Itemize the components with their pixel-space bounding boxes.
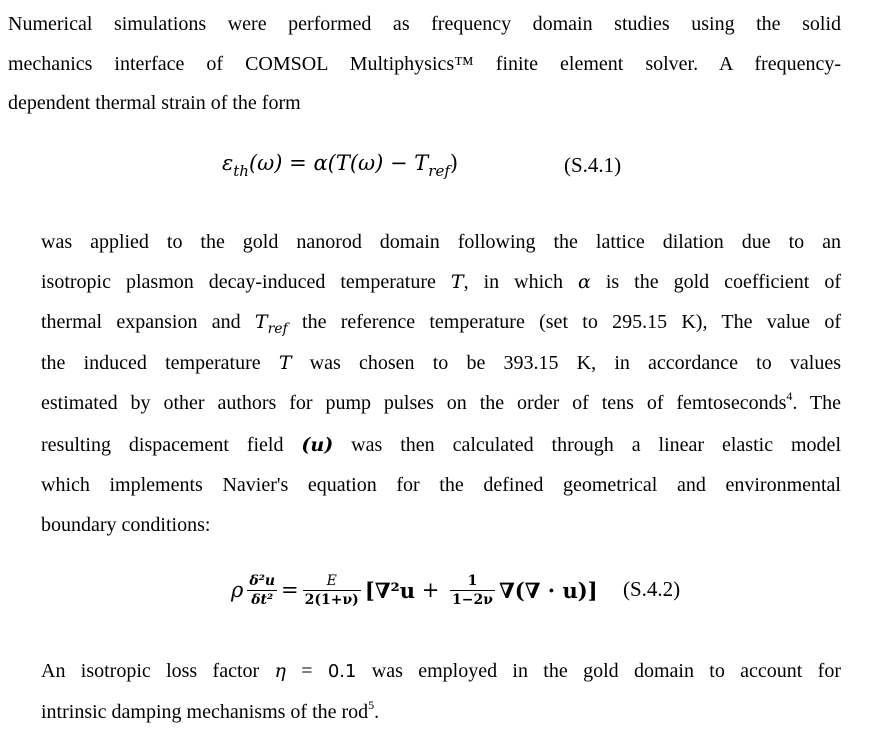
text-line <box>41 426 841 466</box>
citation-ref[interactable]: 5 <box>368 698 375 712</box>
text: estimated by other authors for pump pulses on the order of tens of femtoseconds <box>41 392 787 415</box>
text-line: was applied to the gold nanorod domain following the lattice dilation due to an <box>41 231 841 253</box>
text: was employed in the gold domain to account for <box>356 660 841 682</box>
text: was chosen to be 393.15 K, in accordance to values <box>291 352 841 375</box>
equals-sign: = <box>281 578 299 602</box>
text-line <box>41 303 841 345</box>
equation-label: (S.4.1) <box>564 153 622 177</box>
text-line <box>41 263 841 303</box>
text-line: dependent thermal strain of the form <box>8 92 301 114</box>
text-line <box>41 384 841 426</box>
math-T: T <box>278 352 292 375</box>
text-line: boundary conditions: <box>41 513 211 536</box>
paren: ) <box>449 151 459 175</box>
laplacian: [∇² <box>364 577 400 603</box>
math-T: T <box>254 310 268 333</box>
text-line: Numerical simulations were performed as frequency domain studies using the solid <box>8 13 841 35</box>
text: the induced temperature <box>41 352 279 375</box>
loss-factor-value: 0.1 <box>327 661 357 682</box>
text: , in which <box>463 270 578 293</box>
math-T: T <box>450 270 464 293</box>
denominator: δt² <box>251 591 274 608</box>
numerator: 1 <box>467 572 478 589</box>
text: An isotropic loss factor <box>41 660 275 682</box>
text-line <box>41 692 841 734</box>
math-u: (u) <box>301 433 334 456</box>
subscript: ref <box>267 320 288 337</box>
bracket-close: )] <box>577 577 598 603</box>
rho-symbol: ρ <box>231 578 244 602</box>
text: the reference temperature (set to 295.15 K), The value of <box>287 310 841 333</box>
fraction <box>303 573 361 608</box>
text: thermal expansion and <box>41 310 255 333</box>
text: . <box>374 701 380 723</box>
equation-navier <box>231 565 598 615</box>
math-u: u <box>399 577 416 603</box>
fraction-bar <box>247 590 277 591</box>
numerator: E <box>326 572 337 589</box>
fraction-bar <box>303 590 361 591</box>
epsilon-symbol: ε <box>222 151 234 175</box>
text-line: which implements Navier's equation for the defined geometrical and environmental <box>41 473 841 496</box>
denominator: 2(1+ν) <box>304 591 359 608</box>
math-alpha: α <box>578 270 591 293</box>
equation-label: (S.4.2) <box>623 577 681 601</box>
math-u: u <box>562 577 578 603</box>
gradient-divergence: ∇(∇ · <box>498 577 563 603</box>
intro-paragraph <box>8 5 841 124</box>
text: intrinsic damping mechanisms of the rod <box>41 701 369 723</box>
equation-body: (ω) = α(T(ω) − T <box>248 151 429 175</box>
plus-sign: + <box>415 578 446 602</box>
fraction <box>247 573 277 608</box>
text-line <box>41 344 841 384</box>
text: was then calculated through a linear elastic model <box>333 433 841 456</box>
denominator: 1−2ν <box>452 591 493 608</box>
subscript: th <box>233 162 249 180</box>
text: is the gold coefficient of <box>590 270 841 293</box>
subscript: ref <box>428 162 450 180</box>
text: resulting dispacement field <box>41 433 302 456</box>
math-eta: η <box>274 660 286 682</box>
equation-thermal-strain <box>222 151 459 180</box>
numerator: δ²u <box>249 572 276 589</box>
text-line: mechanics interface of COMSOL Multiphysics™ finite element solver. A frequency- <box>8 52 841 75</box>
text-line <box>41 651 841 692</box>
method-paragraph <box>41 223 841 545</box>
text: isotropic plasmon decay-induced temperature <box>41 270 451 293</box>
text: . The <box>792 392 841 415</box>
citation-ref[interactable]: 4 <box>786 389 793 404</box>
fraction <box>450 573 495 608</box>
damping-paragraph <box>41 651 841 734</box>
equals-sign: = <box>285 660 328 682</box>
fraction-bar <box>450 590 495 591</box>
